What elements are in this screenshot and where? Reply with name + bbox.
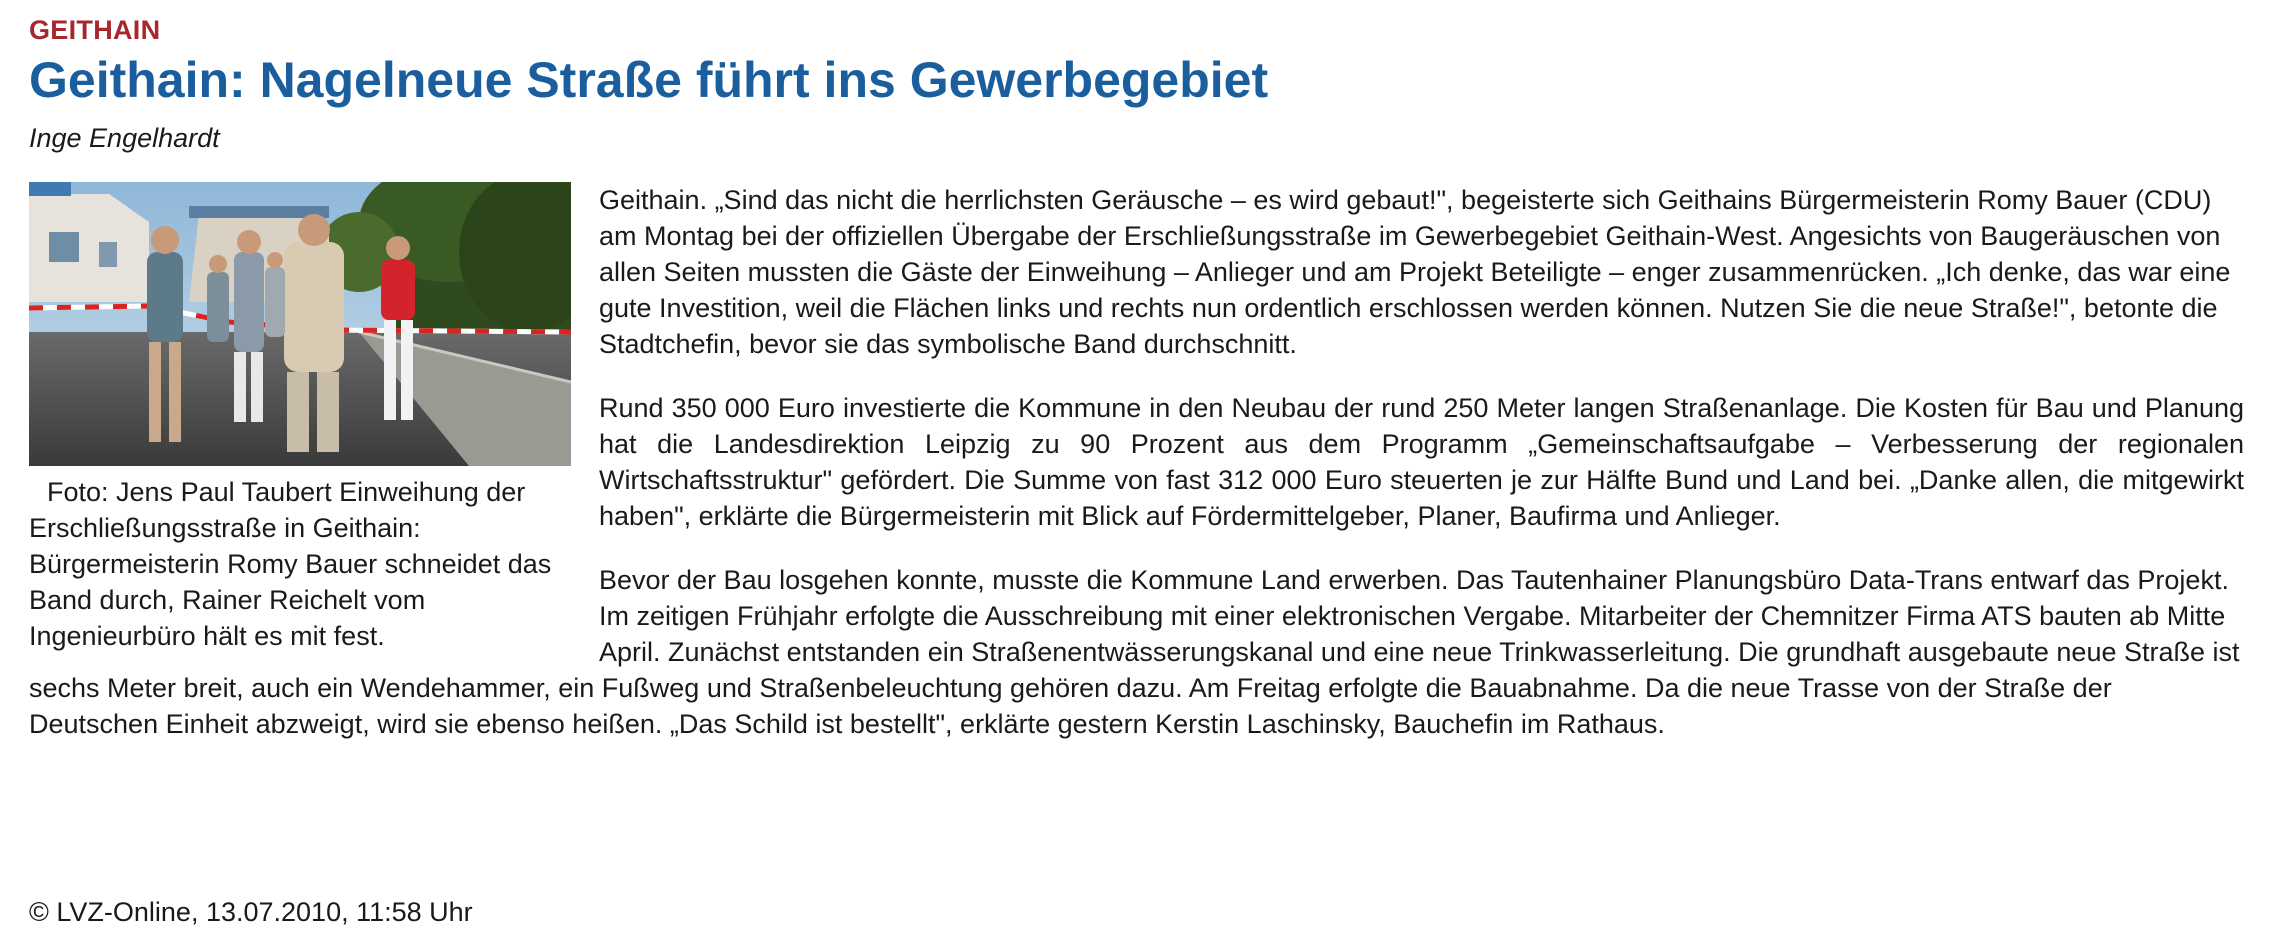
article-paragraph-3: Bevor der Bau losgehen konnte, musste die Kommune Land erwerben. Das Tautenhainer Planungsbüro Data-Trans entwarf das Projekt. Im zeitigen Frühjahr erfolgte die Ausschreibung mit einer elektronischen Vergabe. Mitarbeiter der Chemnitzer Firma ATS bauten ab Mitte April. Zunächst entstanden ein Straßenentwässerungskanal und eine neue Trinkwasserleitung. Die grundhaft ausgebaute neue Straße ist sechs Meter breit, auch ein Wendehammer, ein Fußweg und Straßenbeleuchtung gehören dazu. Am Freitag erfolgte die Bauabnahme. Da die neue Trasse von der Straße der Deutschen Einheit abzweigt, wird sie ebenso heißen. „Das Schild ist bestellt", erklärte gestern Kerstin Laschinsky, Bauchefin im Rathaus. (29, 565, 2240, 739)
article-headline: Geithain: Nagelneue Straße führt ins Gewerbegebiet (29, 52, 1269, 108)
section-kicker: GEITHAIN (29, 15, 161, 45)
article-paragraph-1: Geithain. „Sind das nicht die herrlichsten Geräusche – es wird gebaut!", begeisterte sich Geithains Bürgermeisterin Romy Bauer (CDU) am Montag bei der offiziellen Übergabe der Erschließungsstraße im Gewerbegebiet Geithain-West. Angesichts von Baugeräuschen von allen Seiten mussten die Gäste der Einweihung – Anlieger und am Projekt Beteiligte – enger zusammenrücken. „Ich denke, das war eine gute Investition, weil die Flächen links und rechts nun ordentlich erschlossen werden können. Nutzen Sie die neue Straße!", betonte die Stadtchefin, bevor sie das symbolische Band durchschnitt. (599, 185, 2231, 359)
article-photo (29, 182, 571, 466)
photo-caption-text: Foto: Jens Paul Taubert Einweihung der Erschließungsstraße in Geithain: Bürgermeisterin Romy Bauer schneidet das Band durch, Rainer Reichelt vom Ingenieurbüro hält es mit fest. (29, 477, 552, 651)
article-body (29, 182, 2244, 770)
article-figure (29, 182, 571, 654)
article-paragraph-2: Rund 350 000 Euro investierte die Kommune in den Neubau der rund 250 Meter langen Straßenanlage. Die Kosten für Bau und Planung hat die Landesdirektion Leipzig zu 90 Prozent aus dem Programm „Gemeinschaftsaufgabe – Verbesserung der regionalen Wirtschaftsstruktur" gefördert. Die Summe von fast 312 000 Euro steuerten je zur Hälfte Bund und Land bei. „Danke allen, die mitgewirkt haben", erklärte die Bürgermeisterin mit Blick auf Fördermittelgeber, Planer, Baufirma und Anlieger. (599, 393, 2244, 531)
article-author: Inge Engelhardt (29, 123, 220, 153)
photo-caption (29, 474, 571, 654)
article (29, 12, 2244, 770)
copyright-footer: © LVZ-Online, 13.07.2010, 11:58 Uhr (29, 897, 473, 927)
